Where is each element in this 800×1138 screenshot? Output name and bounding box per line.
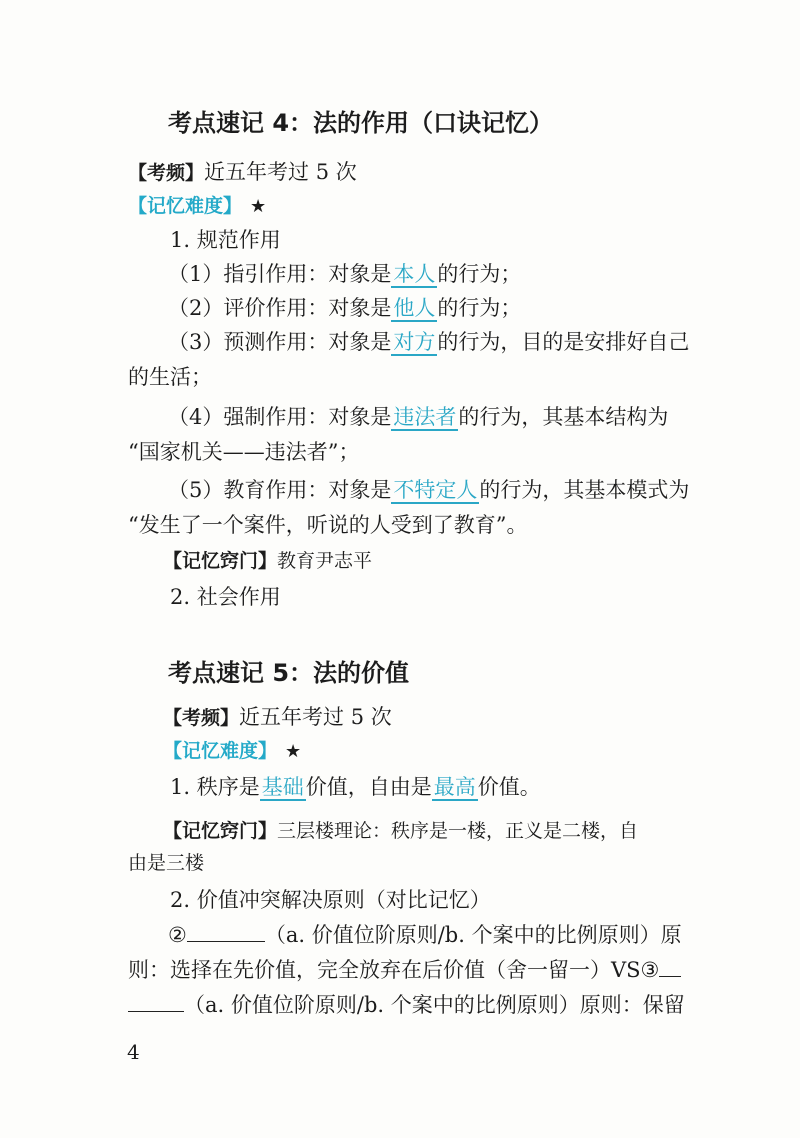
answer-blank[interactable] <box>187 921 265 942</box>
answer-highlight: 他人 <box>393 296 436 320</box>
frequency-tag: 【考频】 <box>163 707 240 729</box>
question-line-1: ② （a. 价值位阶原则/b. 个案中的比例原则）原 <box>168 923 682 947</box>
answer-highlight: 对方 <box>393 330 436 354</box>
memory-tip-text: 教育尹志平 <box>277 550 373 572</box>
answer-blank[interactable] <box>659 956 681 977</box>
item-educational-cont: “发生了一个案件，听说的人受到了教育”。 <box>128 513 528 537</box>
answer-highlight: 不特定人 <box>393 478 478 502</box>
item-educational: （5）教育作用：对象是不特定人的行为，其基本模式为 <box>168 478 690 502</box>
section-4-difficulty <box>128 190 266 222</box>
section-5-difficulty <box>163 735 301 767</box>
item-normative-function: 1. 规范作用 <box>170 228 281 252</box>
item-social-function: 2. 社会作用 <box>170 585 281 609</box>
answer-highlight: 基础 <box>261 775 304 799</box>
question-line-3: （a. 价值位阶原则/b. 个案中的比例原则）原则：保留 <box>128 990 685 1020</box>
answer-highlight: 违法者 <box>393 405 457 429</box>
item-coercive: （4）强制作用：对象是违法者的行为，其基本结构为 <box>168 405 669 429</box>
frequency-text: 近五年考过 5 次 <box>204 160 357 184</box>
item-predicting: （3）预测作用：对象是对方的行为，目的是安排好自己 <box>168 330 690 354</box>
star-icon: ★ <box>250 196 267 217</box>
frequency-tag: 【考频】 <box>128 162 205 184</box>
item-guiding: （1）指引作用：对象是本人的行为； <box>168 262 522 286</box>
answer-highlight: 最高 <box>433 775 476 799</box>
item-order-freedom: 1. 秩序是基础价值，自由是最高价值。 <box>170 775 541 799</box>
item-evaluating: （2）评价作用：对象是他人的行为； <box>168 296 522 320</box>
memory-tip-tag: 【记忆窍门】 <box>163 550 278 572</box>
item-coercive-cont: “国家机关——违法者”； <box>128 440 360 464</box>
section-4-frequency <box>128 157 357 188</box>
item-predicting-cont: 的生活； <box>128 365 212 389</box>
answer-highlight: 本人 <box>393 262 436 286</box>
memory-tip-cont: 由是三楼 <box>128 852 205 874</box>
answer-blank[interactable] <box>128 991 184 1012</box>
memory-tip-text: 三层楼理论：秩序是一楼，正义是二楼，自 <box>277 820 639 842</box>
section-5-memory-tip <box>163 815 638 846</box>
section-5-frequency <box>163 702 392 733</box>
item-conflict-principles: 2. 价值冲突解决原则（对比记忆） <box>170 888 491 912</box>
section-4-memory-tip <box>163 545 372 576</box>
section-4-title: 考点速记 4：法的作用（口诀记忆） <box>168 109 554 137</box>
section-5-title: 考点速记 5：法的价值 <box>168 659 410 687</box>
memory-tip-tag: 【记忆窍门】 <box>163 820 278 842</box>
difficulty-tag: 【记忆难度】 <box>128 195 243 217</box>
star-icon: ★ <box>285 741 302 762</box>
difficulty-tag: 【记忆难度】 <box>163 740 278 762</box>
frequency-text: 近五年考过 5 次 <box>239 705 392 729</box>
question-line-2: 则：选择在先价值，完全放弃在后价值（舍一留一）VS③ <box>128 955 681 985</box>
page-number: 4 <box>127 1040 140 1064</box>
